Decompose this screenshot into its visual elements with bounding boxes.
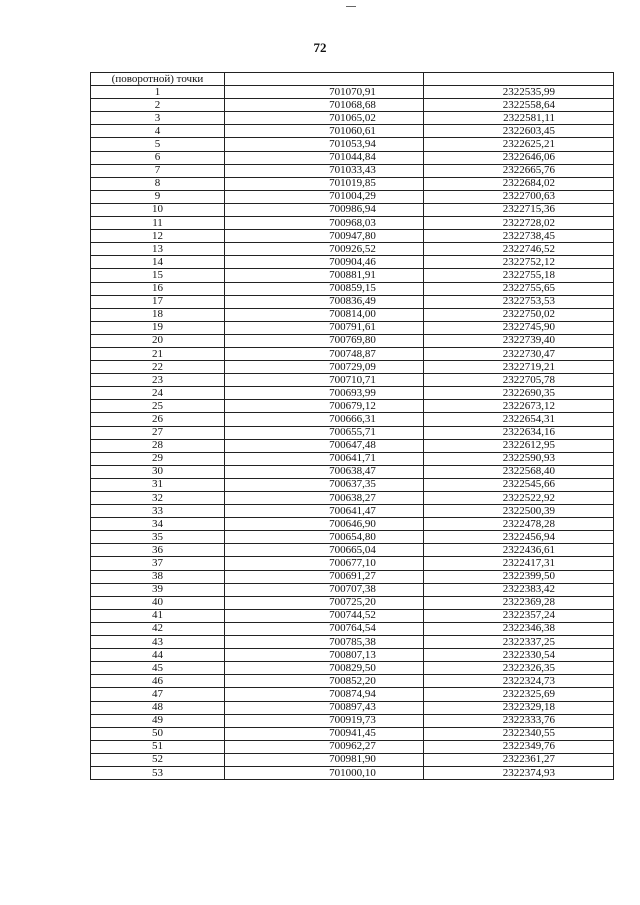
y-coordinate-cell: 2322745,90 [424, 321, 614, 334]
table-row [91, 727, 614, 740]
table-row [91, 465, 614, 478]
y-coordinate-cell: 2322456,94 [424, 531, 614, 544]
point-number-cell: 25 [91, 400, 225, 413]
point-number-cell: 41 [91, 609, 225, 622]
x-coordinate-cell: 700962,27 [225, 740, 424, 753]
table-row [91, 583, 614, 596]
y-coordinate-cell: 2322755,65 [424, 282, 614, 295]
table-row [91, 439, 614, 452]
x-coordinate-cell: 700829,50 [225, 662, 424, 675]
point-number-cell: 1 [91, 86, 225, 99]
y-coordinate-cell: 2322625,21 [424, 138, 614, 151]
top-edge-mark [346, 6, 356, 7]
x-coordinate-cell: 700897,43 [225, 701, 424, 714]
point-number-cell: 42 [91, 622, 225, 635]
table-row [91, 596, 614, 609]
x-coordinate-cell: 700647,48 [225, 439, 424, 452]
point-number-cell: 22 [91, 361, 225, 374]
y-coordinate-cell: 2322738,45 [424, 230, 614, 243]
x-coordinate-cell: 700785,38 [225, 636, 424, 649]
y-coordinate-cell: 2322719,21 [424, 361, 614, 374]
point-number-cell: 36 [91, 544, 225, 557]
table-row [91, 86, 614, 99]
point-number-cell: 7 [91, 164, 225, 177]
table-row [91, 190, 614, 203]
y-coordinate-cell: 2322568,40 [424, 465, 614, 478]
point-number-cell: 45 [91, 662, 225, 675]
y-coordinate-cell: 2322349,76 [424, 740, 614, 753]
point-number-cell: 19 [91, 321, 225, 334]
y-coordinate-cell: 2322361,27 [424, 753, 614, 766]
table-row [91, 426, 614, 439]
y-coordinate-cell: 2322755,18 [424, 269, 614, 282]
y-coordinate-cell: 2322705,78 [424, 374, 614, 387]
y-coordinate-cell: 2322346,38 [424, 622, 614, 635]
x-coordinate-cell: 701004,29 [225, 190, 424, 203]
table-row [91, 609, 614, 622]
x-coordinate-cell: 701065,02 [225, 112, 424, 125]
y-coordinate-cell: 2322634,16 [424, 426, 614, 439]
x-coordinate-cell: 700807,13 [225, 649, 424, 662]
x-coordinate-cell: 700769,80 [225, 334, 424, 347]
table-row [91, 570, 614, 583]
table-row [91, 217, 614, 230]
x-coordinate-cell: 700764,54 [225, 622, 424, 635]
table-row [91, 321, 614, 334]
table-row [91, 531, 614, 544]
table-row [91, 675, 614, 688]
point-number-cell: 23 [91, 374, 225, 387]
table-row [91, 622, 614, 635]
table-row [91, 753, 614, 766]
table-row [91, 636, 614, 649]
y-coordinate-cell: 2322728,02 [424, 217, 614, 230]
y-coordinate-cell: 2322340,55 [424, 727, 614, 740]
point-number-cell: 5 [91, 138, 225, 151]
x-coordinate-cell: 700691,27 [225, 570, 424, 583]
point-number-cell: 38 [91, 570, 225, 583]
x-coordinate-cell: 700904,46 [225, 256, 424, 269]
x-coordinate-cell: 701044,84 [225, 151, 424, 164]
x-coordinate-cell: 701060,61 [225, 125, 424, 138]
point-number-cell: 9 [91, 190, 225, 203]
y-coordinate-cell: 2322581,11 [424, 112, 614, 125]
point-number-cell: 50 [91, 727, 225, 740]
x-coordinate-cell: 701019,85 [225, 177, 424, 190]
table-row [91, 518, 614, 531]
y-coordinate-cell: 2322746,52 [424, 243, 614, 256]
table-row [91, 766, 614, 779]
y-coordinate-cell: 2322330,54 [424, 649, 614, 662]
x-coordinate-cell: 700791,61 [225, 321, 424, 334]
point-number-cell: 13 [91, 243, 225, 256]
y-coordinate-cell: 2322326,35 [424, 662, 614, 675]
point-number-cell: 18 [91, 308, 225, 321]
table-row [91, 400, 614, 413]
point-number-cell: 44 [91, 649, 225, 662]
x-coordinate-cell: 700852,20 [225, 675, 424, 688]
table-row [91, 387, 614, 400]
table-row [91, 138, 614, 151]
y-coordinate-cell: 2322753,53 [424, 295, 614, 308]
y-coordinate-cell: 2322478,28 [424, 518, 614, 531]
table-row [91, 662, 614, 675]
x-coordinate-cell: 700646,90 [225, 518, 424, 531]
table-row [91, 492, 614, 505]
y-coordinate-cell: 2322324,73 [424, 675, 614, 688]
point-number-cell: 10 [91, 203, 225, 216]
x-coordinate-cell: 700968,03 [225, 217, 424, 230]
x-coordinate-cell: 700638,27 [225, 492, 424, 505]
point-number-cell: 8 [91, 177, 225, 190]
x-coordinate-cell: 700881,91 [225, 269, 424, 282]
coordinates-table-body [91, 73, 614, 780]
table-row [91, 544, 614, 557]
x-coordinate-cell: 700874,94 [225, 688, 424, 701]
table-row [91, 701, 614, 714]
y-coordinate-cell: 2322436,61 [424, 544, 614, 557]
y-coordinate-cell: 2322333,76 [424, 714, 614, 727]
table-row [91, 295, 614, 308]
y-coordinate-cell: 2322522,92 [424, 492, 614, 505]
x-coordinate-cell: 700729,09 [225, 361, 424, 374]
x-coordinate-cell: 700666,31 [225, 413, 424, 426]
x-coordinate-cell: 700654,80 [225, 531, 424, 544]
table-row [91, 334, 614, 347]
y-coordinate-cell: 2322558,64 [424, 99, 614, 112]
table-row [91, 413, 614, 426]
x-coordinate-cell: 700679,12 [225, 400, 424, 413]
point-number-cell: 16 [91, 282, 225, 295]
y-coordinate-cell: 2322399,50 [424, 570, 614, 583]
table-row [91, 203, 614, 216]
table-row [91, 282, 614, 295]
point-number-cell: 14 [91, 256, 225, 269]
point-number-cell: 51 [91, 740, 225, 753]
y-coordinate-cell: 2322357,24 [424, 609, 614, 622]
point-number-cell: 53 [91, 766, 225, 779]
table-row [91, 347, 614, 360]
x-coordinate-cell: 700919,73 [225, 714, 424, 727]
y-coordinate-cell: 2322665,76 [424, 164, 614, 177]
y-coordinate-cell: 2322750,02 [424, 308, 614, 321]
point-number-cell: 11 [91, 217, 225, 230]
y-coordinate-cell: 2322603,45 [424, 125, 614, 138]
point-number-cell: 15 [91, 269, 225, 282]
x-coordinate-cell: 700836,49 [225, 295, 424, 308]
table-row [91, 714, 614, 727]
table-row [91, 112, 614, 125]
y-coordinate-cell: 2322739,40 [424, 334, 614, 347]
x-coordinate-cell: 700641,71 [225, 452, 424, 465]
y-coordinate-cell: 2322374,93 [424, 766, 614, 779]
y-coordinate-cell: 2322383,42 [424, 583, 614, 596]
table-row [91, 688, 614, 701]
table-row [91, 452, 614, 465]
y-coordinate-cell: 2322417,31 [424, 557, 614, 570]
point-number-cell: 46 [91, 675, 225, 688]
table-row [91, 164, 614, 177]
x-coordinate-cell: 700981,90 [225, 753, 424, 766]
x-coordinate-cell: 701033,43 [225, 164, 424, 177]
x-coordinate-cell: 700725,20 [225, 596, 424, 609]
table-row [91, 374, 614, 387]
table-row [91, 151, 614, 164]
y-coordinate-cell: 2322752,12 [424, 256, 614, 269]
point-number-cell: 37 [91, 557, 225, 570]
point-number-cell: 34 [91, 518, 225, 531]
y-coordinate-cell: 2322715,36 [424, 203, 614, 216]
y-coordinate-cell: 2322646,06 [424, 151, 614, 164]
point-number-cell: 2 [91, 99, 225, 112]
y-coordinate-cell: 2322590,93 [424, 452, 614, 465]
y-coordinate-cell: 2322535,99 [424, 86, 614, 99]
x-coordinate-cell: 700655,71 [225, 426, 424, 439]
point-number-cell: 26 [91, 413, 225, 426]
point-number-cell: 32 [91, 492, 225, 505]
x-coordinate-cell: 700637,35 [225, 478, 424, 491]
y-coordinate-cell: 2322654,31 [424, 413, 614, 426]
x-coordinate-cell: 700677,10 [225, 557, 424, 570]
point-number-cell: 28 [91, 439, 225, 452]
point-number-cell: 33 [91, 505, 225, 518]
point-label-header: (поворотной) точки [91, 73, 225, 86]
table-row [91, 125, 614, 138]
x-column-header [225, 73, 424, 86]
point-number-cell: 12 [91, 230, 225, 243]
x-coordinate-cell: 700665,04 [225, 544, 424, 557]
point-number-cell: 24 [91, 387, 225, 400]
point-number-cell: 4 [91, 125, 225, 138]
point-number-cell: 27 [91, 426, 225, 439]
y-coordinate-cell: 2322690,35 [424, 387, 614, 400]
x-coordinate-cell: 700941,45 [225, 727, 424, 740]
point-number-cell: 47 [91, 688, 225, 701]
y-column-header [424, 73, 614, 86]
table-row [91, 740, 614, 753]
point-number-cell: 52 [91, 753, 225, 766]
table-row [91, 99, 614, 112]
point-number-cell: 49 [91, 714, 225, 727]
table-row [91, 256, 614, 269]
table-row [91, 243, 614, 256]
x-coordinate-cell: 701068,68 [225, 99, 424, 112]
table-row [91, 361, 614, 374]
table-row [91, 308, 614, 321]
table-row [91, 230, 614, 243]
y-coordinate-cell: 2322545,66 [424, 478, 614, 491]
y-coordinate-cell: 2322730,47 [424, 347, 614, 360]
point-number-cell: 43 [91, 636, 225, 649]
y-coordinate-cell: 2322700,63 [424, 190, 614, 203]
table-row [91, 557, 614, 570]
point-number-cell: 48 [91, 701, 225, 714]
x-coordinate-cell: 700986,94 [225, 203, 424, 216]
x-coordinate-cell: 700744,52 [225, 609, 424, 622]
x-coordinate-cell: 700926,52 [225, 243, 424, 256]
x-coordinate-cell: 700638,47 [225, 465, 424, 478]
x-coordinate-cell: 701000,10 [225, 766, 424, 779]
table-row [91, 269, 614, 282]
y-coordinate-cell: 2322612,95 [424, 439, 614, 452]
x-coordinate-cell: 700947,80 [225, 230, 424, 243]
x-coordinate-cell: 700707,38 [225, 583, 424, 596]
x-coordinate-cell: 700641,47 [225, 505, 424, 518]
table-header-row [91, 73, 614, 86]
y-coordinate-cell: 2322337,25 [424, 636, 614, 649]
point-number-cell: 31 [91, 478, 225, 491]
table-row [91, 649, 614, 662]
x-coordinate-cell: 700814,00 [225, 308, 424, 321]
point-number-cell: 17 [91, 295, 225, 308]
point-number-cell: 35 [91, 531, 225, 544]
x-coordinate-cell: 701070,91 [225, 86, 424, 99]
coordinates-table [90, 72, 614, 780]
point-number-cell: 3 [91, 112, 225, 125]
point-number-cell: 29 [91, 452, 225, 465]
y-coordinate-cell: 2322325,69 [424, 688, 614, 701]
page-number: 72 [313, 40, 327, 55]
x-coordinate-cell: 700859,15 [225, 282, 424, 295]
point-number-cell: 21 [91, 347, 225, 360]
table-row [91, 505, 614, 518]
point-number-cell: 20 [91, 334, 225, 347]
point-number-cell: 6 [91, 151, 225, 164]
x-coordinate-cell: 700748,87 [225, 347, 424, 360]
table-row [91, 478, 614, 491]
y-coordinate-cell: 2322329,18 [424, 701, 614, 714]
y-coordinate-cell: 2322369,28 [424, 596, 614, 609]
y-coordinate-cell: 2322500,39 [424, 505, 614, 518]
point-number-cell: 40 [91, 596, 225, 609]
x-coordinate-cell: 701053,94 [225, 138, 424, 151]
x-coordinate-cell: 700693,99 [225, 387, 424, 400]
point-number-cell: 39 [91, 583, 225, 596]
point-number-cell: 30 [91, 465, 225, 478]
table-row [91, 177, 614, 190]
y-coordinate-cell: 2322684,02 [424, 177, 614, 190]
x-coordinate-cell: 700710,71 [225, 374, 424, 387]
y-coordinate-cell: 2322673,12 [424, 400, 614, 413]
